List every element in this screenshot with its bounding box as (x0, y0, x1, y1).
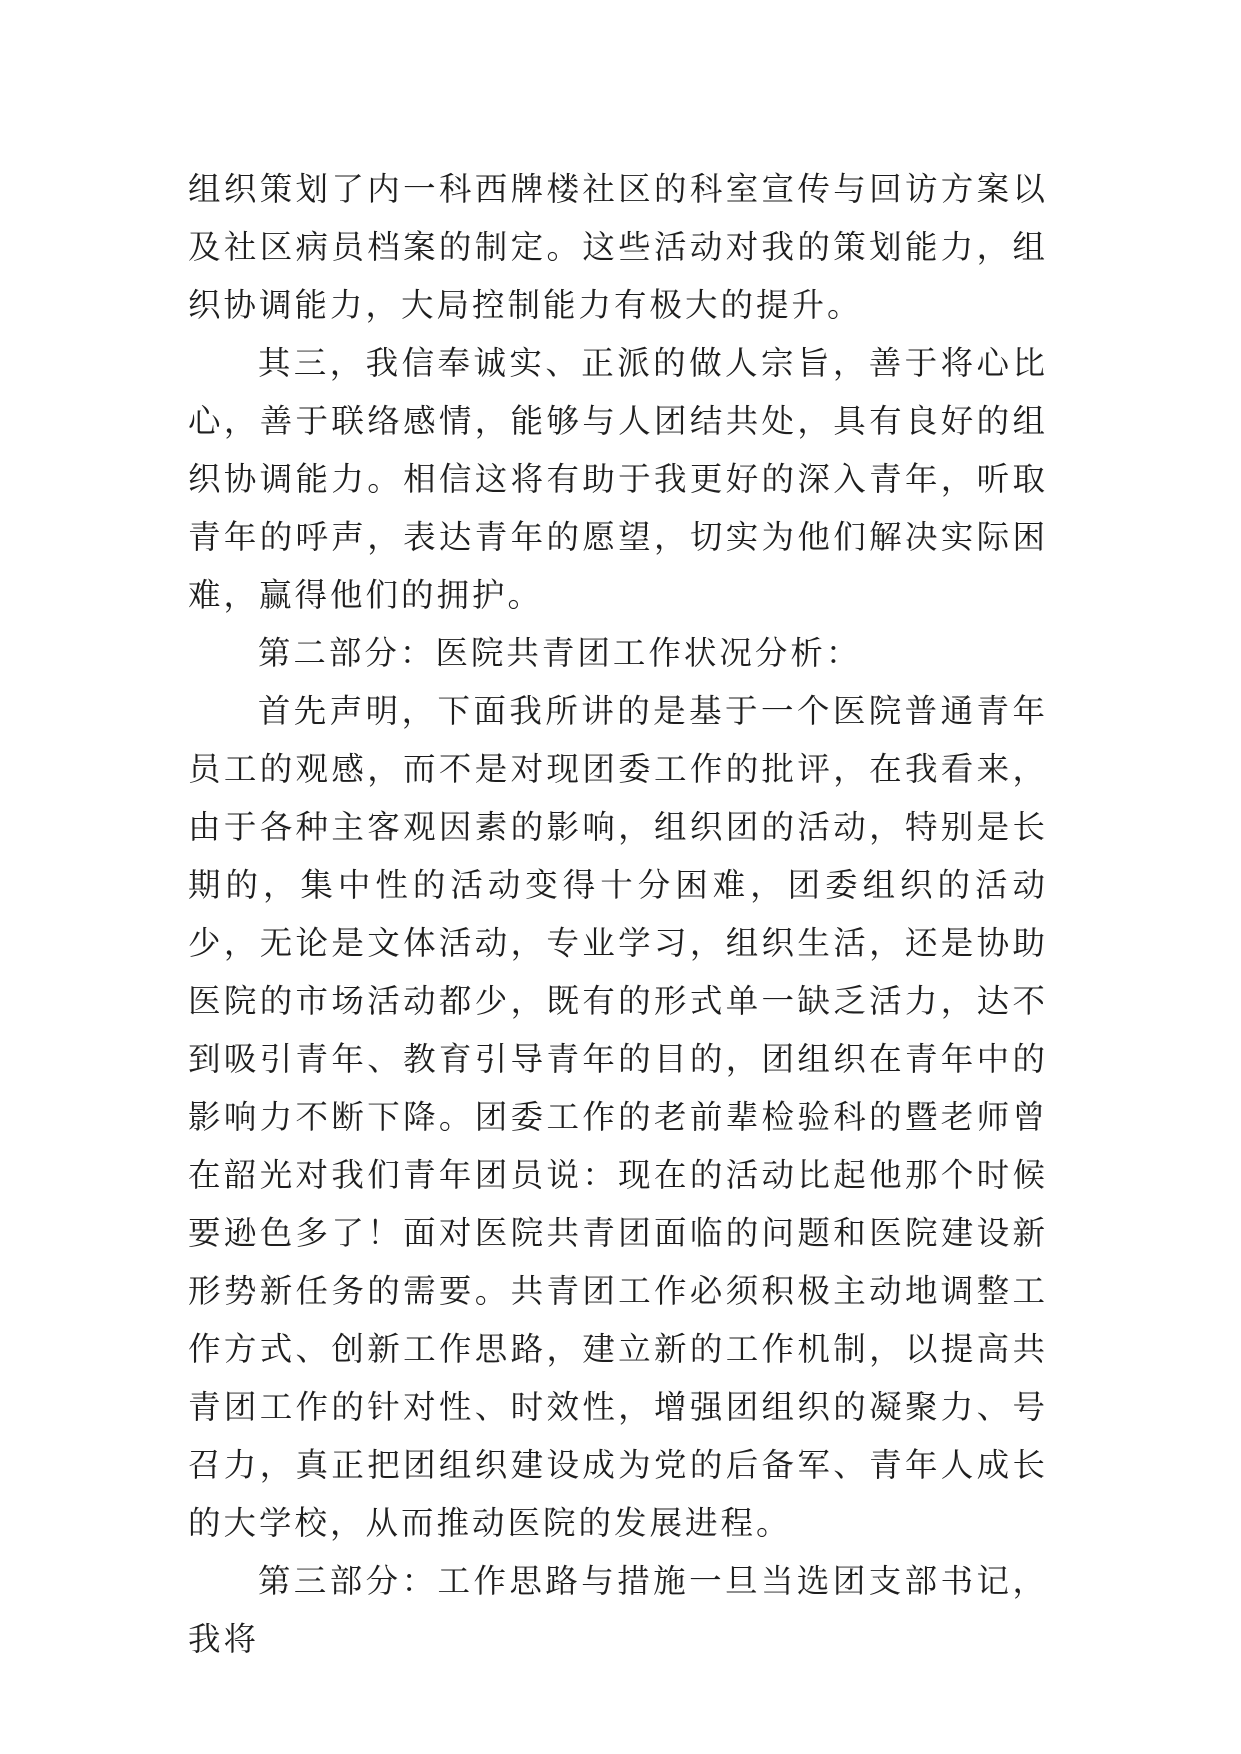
paragraph-1: 组织策划了内一科西牌楼社区的科室宣传与回访方案以及社区病员档案的制定。这些活动对我的策划能力，组织协调能力，大局控制能力有极大的提升。 (188, 170, 1048, 324)
paragraph-3: 首先声明，下面我所讲的是基于一个医院普通青年员工的观感，而不是对现团委工作的批评，在我看来，由于各种主客观因素的影响，组织团的活动，特别是长期的，集中性的活动变得十分困难，团委组织的活动少，无论是文体活动，专业学习，组织生活，还是协助医院的市场活动都少，既有的形式单一缺乏活力，达不到吸引青年、教育引导青年的目的，团组织在青年中的影响力不断下降。团委工作的老前辈检验科的暨老师曾在韶光对我们青年团员说：现在的活动比起他那个时候要逊色多了！面对医院共青团面临的问题和医院建设新形势新任务的需要。共青团工作必须积极主动地调整工作方式、创新工作思路，建立新的工作机制，以提高共青团工作的针对性、时效性，增强团组织的凝聚力、号召力，真正把团组织建设成为党的后备军、青年人成长的大学校，从而推动医院的发展进程。 (188, 692, 1048, 1542)
section-heading-3: 第三部分：工作思路与措施一旦当选团支部书记，我将 (188, 1562, 1048, 1658)
paragraph-2: 其三，我信奉诚实、正派的做人宗旨，善于将心比心，善于联络感情，能够与人团结共处，具有良好的组织协调能力。相信这将有助于我更好的深入青年，听取青年的呼声，表达青年的愿望，切实为他们解决实际困难，赢得他们的拥护。 (188, 344, 1048, 614)
section-heading-2: 第二部分：医院共青团工作状况分析： (257, 634, 862, 672)
document-body (188, 160, 1048, 1668)
